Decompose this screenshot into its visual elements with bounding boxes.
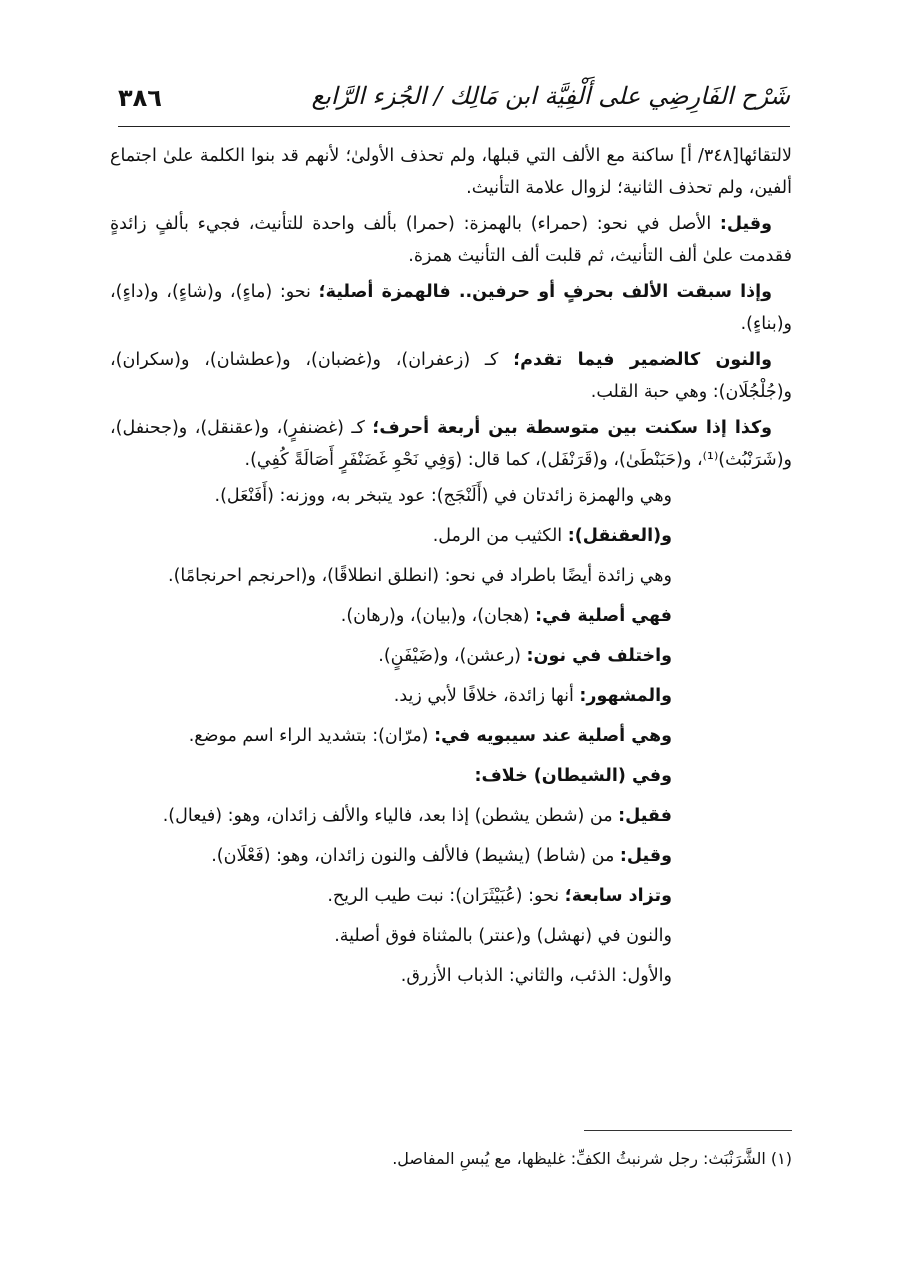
line-text: نحو: (عُبَيْثَرَان): نبت طيب الريح.: [327, 886, 565, 906]
text-line: [110, 800, 792, 832]
line-text: أنها زائدة، خلافًا لأبي زيد.: [393, 686, 580, 706]
line-text: وهي زائدة أيضًا باطراد في نحو: (انطلق انطلاقًا)، و(احرنجم احرنجامًا).: [168, 566, 672, 586]
line-lead: وقيل:: [619, 846, 672, 866]
paragraph-lead: وكذا إذا سكنت بين متوسطة بين أربعة أحرف؛: [372, 418, 772, 438]
line-text: من (شاط) (يشيط) فالألف والنون زائدان، وهو: (فَعْلَان).: [211, 846, 620, 866]
paragraph-text: كـ (غضنفرٍ)، و(عقنقل)، و(جحنفل)، و(شَرَنْبُث)⁽¹⁾، و(حَبَنْطَىٰ)، و(قَرَنْفَل)، كما قال: (وَفِي نَحْوِ غَضَنْفَرٍ أَصَالَةً كُفِي).: [110, 418, 792, 470]
paragraph-lead: وإذا سبقت الألف بحرفٍ أو حرفين.. فالهمزة أصلية؛: [318, 282, 772, 302]
running-title: شَرْح الفَارِضِي على أَلْفِيَّة ابن مَالِك / الجُزء الرَّابع: [311, 82, 790, 110]
line-text: الكثيب من الرمل.: [432, 526, 568, 546]
text-line: [110, 920, 792, 952]
page-header: [118, 78, 790, 122]
line-text: وهي والهمزة زائدتان في (أَلَنْجَج): عود يتبخر به، ووزنه: (أَفَنْعَل).: [214, 486, 672, 506]
text-line: [110, 560, 792, 592]
paragraph-text: لالتقائها[٣٤٨/ أ] ساكنة مع الألف التي قبلها، ولم تحذف الأولىٰ؛ لأنهم قد بنوا الكلمة علىٰ اجتماع ألفين، ولم تحذف الثانية؛ لزوال علامة التأنيث.: [110, 146, 792, 198]
line-lead: والمشهور:: [579, 686, 672, 706]
line-lead: فقيل:: [618, 806, 672, 826]
text-line: [110, 840, 792, 872]
paragraph-text: كـ (زعفران)، و(غضبان)، و(عطشان)، و(سكران)، و(جُلْجُلَان): وهي حبة القلب.: [110, 350, 792, 402]
page-number: ٣٨٦: [118, 84, 162, 112]
paragraph: [110, 208, 792, 272]
line-text: (رعشن)، و(ضَيْفَنٍ).: [378, 646, 527, 666]
header-divider: [118, 126, 790, 127]
line-text: والنون في (نهشل) و(عنتر) بالمثناة فوق أصلية.: [334, 926, 672, 946]
text-line: [110, 600, 792, 632]
line-lead: وفي (الشيطان) خلاف:: [474, 766, 672, 786]
text-line: [110, 960, 792, 992]
text-line: [110, 640, 792, 672]
line-lead: واختلف في نون:: [526, 646, 672, 666]
line-text: (هجان)، و(بيان)، و(رهان).: [340, 606, 536, 626]
footnote: (١) الشَّرَنْبَث: رجل شرنبثُ الكفِّ: غليظها، مع يُبسِ المفاصل.: [392, 1149, 792, 1168]
paragraph: [110, 276, 792, 340]
text-line: [110, 720, 792, 752]
paragraph: [110, 140, 792, 204]
line-lead: وتزاد سابعة؛: [564, 886, 672, 906]
line-text: والأول: الذئب، والثاني: الذباب الأزرق.: [400, 966, 672, 986]
main-text: [110, 140, 792, 1000]
text-line: [110, 760, 792, 792]
text-line: [110, 680, 792, 712]
paragraph: [110, 412, 792, 476]
line-lead: و(العقنقل):: [567, 526, 672, 546]
paragraph-text: الأصل في نحو: (حمراء) بالهمزة: (حمرا) بألف واحدة للتأنيث، فجيء بألفٍ زائدةٍ فقدمت علىٰ ألف التأنيث، ثم قلبت ألف التأنيث همزة.: [110, 214, 792, 266]
line-text: (مرّان): بتشديد الراء اسم موضع.: [188, 726, 435, 746]
paragraph: [110, 344, 792, 408]
paragraph-text: نحو: (ماءٍ)، و(شاءٍ)، و(داءٍ)، و(بناءٍ).: [110, 282, 792, 334]
line-lead: وهي أصلية عند سيبويه في:: [434, 726, 672, 746]
paragraph-lead: وقيل:: [719, 214, 772, 234]
line-text: من (شطن يشطن) إذا بعد، فالياء والألف زائدان، وهو: (فيعال).: [162, 806, 619, 826]
paragraph-lead: والنون كالضمير فيما تقدم؛: [513, 350, 772, 370]
footnote-divider: [584, 1130, 792, 1131]
line-lead: فهي أصلية في:: [535, 606, 672, 626]
text-line: [110, 480, 792, 512]
text-line: [110, 520, 792, 552]
text-line: [110, 880, 792, 912]
